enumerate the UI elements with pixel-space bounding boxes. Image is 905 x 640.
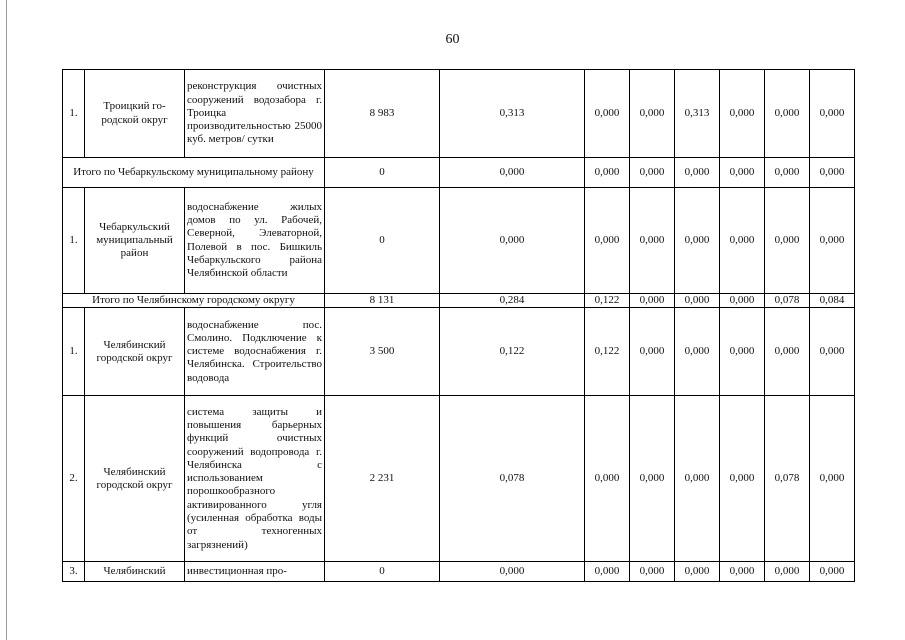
table-row xyxy=(63,188,855,294)
value-cell: 0,000 xyxy=(810,396,855,562)
value-cell: 0,313 xyxy=(440,70,585,158)
row-number: 3. xyxy=(63,562,85,582)
value-cell: 0,000 xyxy=(810,158,855,188)
value-cell: 0,000 xyxy=(765,308,810,396)
value-cell: 0,000 xyxy=(720,562,765,582)
page-number: 60 xyxy=(445,32,460,47)
value-cell: 0,000 xyxy=(440,562,585,582)
value-cell: 0,000 xyxy=(675,562,720,582)
value-cell: 0,000 xyxy=(585,396,630,562)
value-cell: 3 500 xyxy=(325,308,440,396)
funding-table xyxy=(62,69,855,582)
value-cell: 8 983 xyxy=(325,70,440,158)
value-cell: 0,000 xyxy=(720,188,765,294)
value-cell: 0,000 xyxy=(675,158,720,188)
project-description: водоснабжение жилых домов по ул. Рабочей, Северной, Элеваторной, Полевой в пос. Бишкиль Чебаркульского района Челябинской области xyxy=(185,188,325,294)
value-cell: 0,000 xyxy=(585,562,630,582)
value-cell: 0,000 xyxy=(630,294,675,308)
value-cell: 0,313 xyxy=(675,70,720,158)
value-cell: 0,000 xyxy=(810,70,855,158)
value-cell: 0 xyxy=(325,188,440,294)
value-cell: 0,000 xyxy=(810,188,855,294)
project-description: реконструкция очистных сооружений водозабора г. Троицка производительностью 25000 куб. метров/ сутки xyxy=(185,70,325,158)
value-cell: 0,000 xyxy=(585,188,630,294)
value-cell: 0,078 xyxy=(765,396,810,562)
table-row xyxy=(63,308,855,396)
municipality-name: Чебаркульский муниципальный район xyxy=(85,188,185,294)
value-cell: 0 xyxy=(325,158,440,188)
value-cell: 0,122 xyxy=(440,308,585,396)
value-cell: 0,000 xyxy=(630,396,675,562)
value-cell: 0,000 xyxy=(440,158,585,188)
value-cell: 0,000 xyxy=(765,188,810,294)
value-cell: 0,000 xyxy=(720,70,765,158)
value-cell: 0,084 xyxy=(810,294,855,308)
value-cell: 0,000 xyxy=(630,562,675,582)
table-row xyxy=(63,70,855,158)
row-number: 1. xyxy=(63,70,85,158)
table-row xyxy=(63,562,855,582)
value-cell: 8 131 xyxy=(325,294,440,308)
value-cell: 0,000 xyxy=(585,70,630,158)
value-cell: 0,284 xyxy=(440,294,585,308)
value-cell: 0,000 xyxy=(765,70,810,158)
value-cell: 0,000 xyxy=(585,158,630,188)
row-number: 2. xyxy=(63,396,85,562)
total-label: Итого по Челябинскому городскому округу xyxy=(63,294,325,308)
total-label: Итого по Чебаркульскому муниципальному району xyxy=(63,158,325,188)
value-cell: 0,000 xyxy=(675,188,720,294)
value-cell: 0,000 xyxy=(630,158,675,188)
value-cell: 0,000 xyxy=(720,308,765,396)
value-cell: 0,000 xyxy=(675,396,720,562)
value-cell: 0,122 xyxy=(585,308,630,396)
project-description: водоснабжение пос. Смолино. Подключение к системе водоснабжения г. Челябинска. Строительство водовода xyxy=(185,308,325,396)
value-cell: 0,000 xyxy=(675,308,720,396)
value-cell: 0,000 xyxy=(630,70,675,158)
municipality-name: Челябинский городской округ xyxy=(85,396,185,562)
value-cell: 0,000 xyxy=(810,562,855,582)
project-description: система защиты и повышения барьерных функций очистных сооружений водопровода г. Челябинска с использованием порошкообразного активированного угля (усиленная обработка воды от техногенных загрязнений) xyxy=(185,396,325,562)
total-row xyxy=(63,294,855,308)
value-cell: 0,000 xyxy=(720,294,765,308)
value-cell: 0,122 xyxy=(585,294,630,308)
value-cell: 2 231 xyxy=(325,396,440,562)
row-number: 1. xyxy=(63,188,85,294)
row-number: 1. xyxy=(63,308,85,396)
municipality-name: Челябинский xyxy=(85,562,185,582)
value-cell: 0,000 xyxy=(440,188,585,294)
value-cell: 0,000 xyxy=(765,158,810,188)
municipality-name: Челябинский городской округ xyxy=(85,308,185,396)
value-cell: 0,000 xyxy=(720,158,765,188)
value-cell: 0,000 xyxy=(810,308,855,396)
total-row xyxy=(63,158,855,188)
value-cell: 0,000 xyxy=(630,188,675,294)
value-cell: 0,000 xyxy=(765,562,810,582)
value-cell: 0,000 xyxy=(720,396,765,562)
value-cell: 0,078 xyxy=(765,294,810,308)
value-cell: 0,078 xyxy=(440,396,585,562)
value-cell: 0 xyxy=(325,562,440,582)
project-description: инвестиционная про- xyxy=(185,562,325,582)
page-left-edge xyxy=(6,0,7,640)
table-row xyxy=(63,396,855,562)
value-cell: 0,000 xyxy=(630,308,675,396)
value-cell: 0,000 xyxy=(675,294,720,308)
municipality-name: Троицкий го-родской округ xyxy=(85,70,185,158)
